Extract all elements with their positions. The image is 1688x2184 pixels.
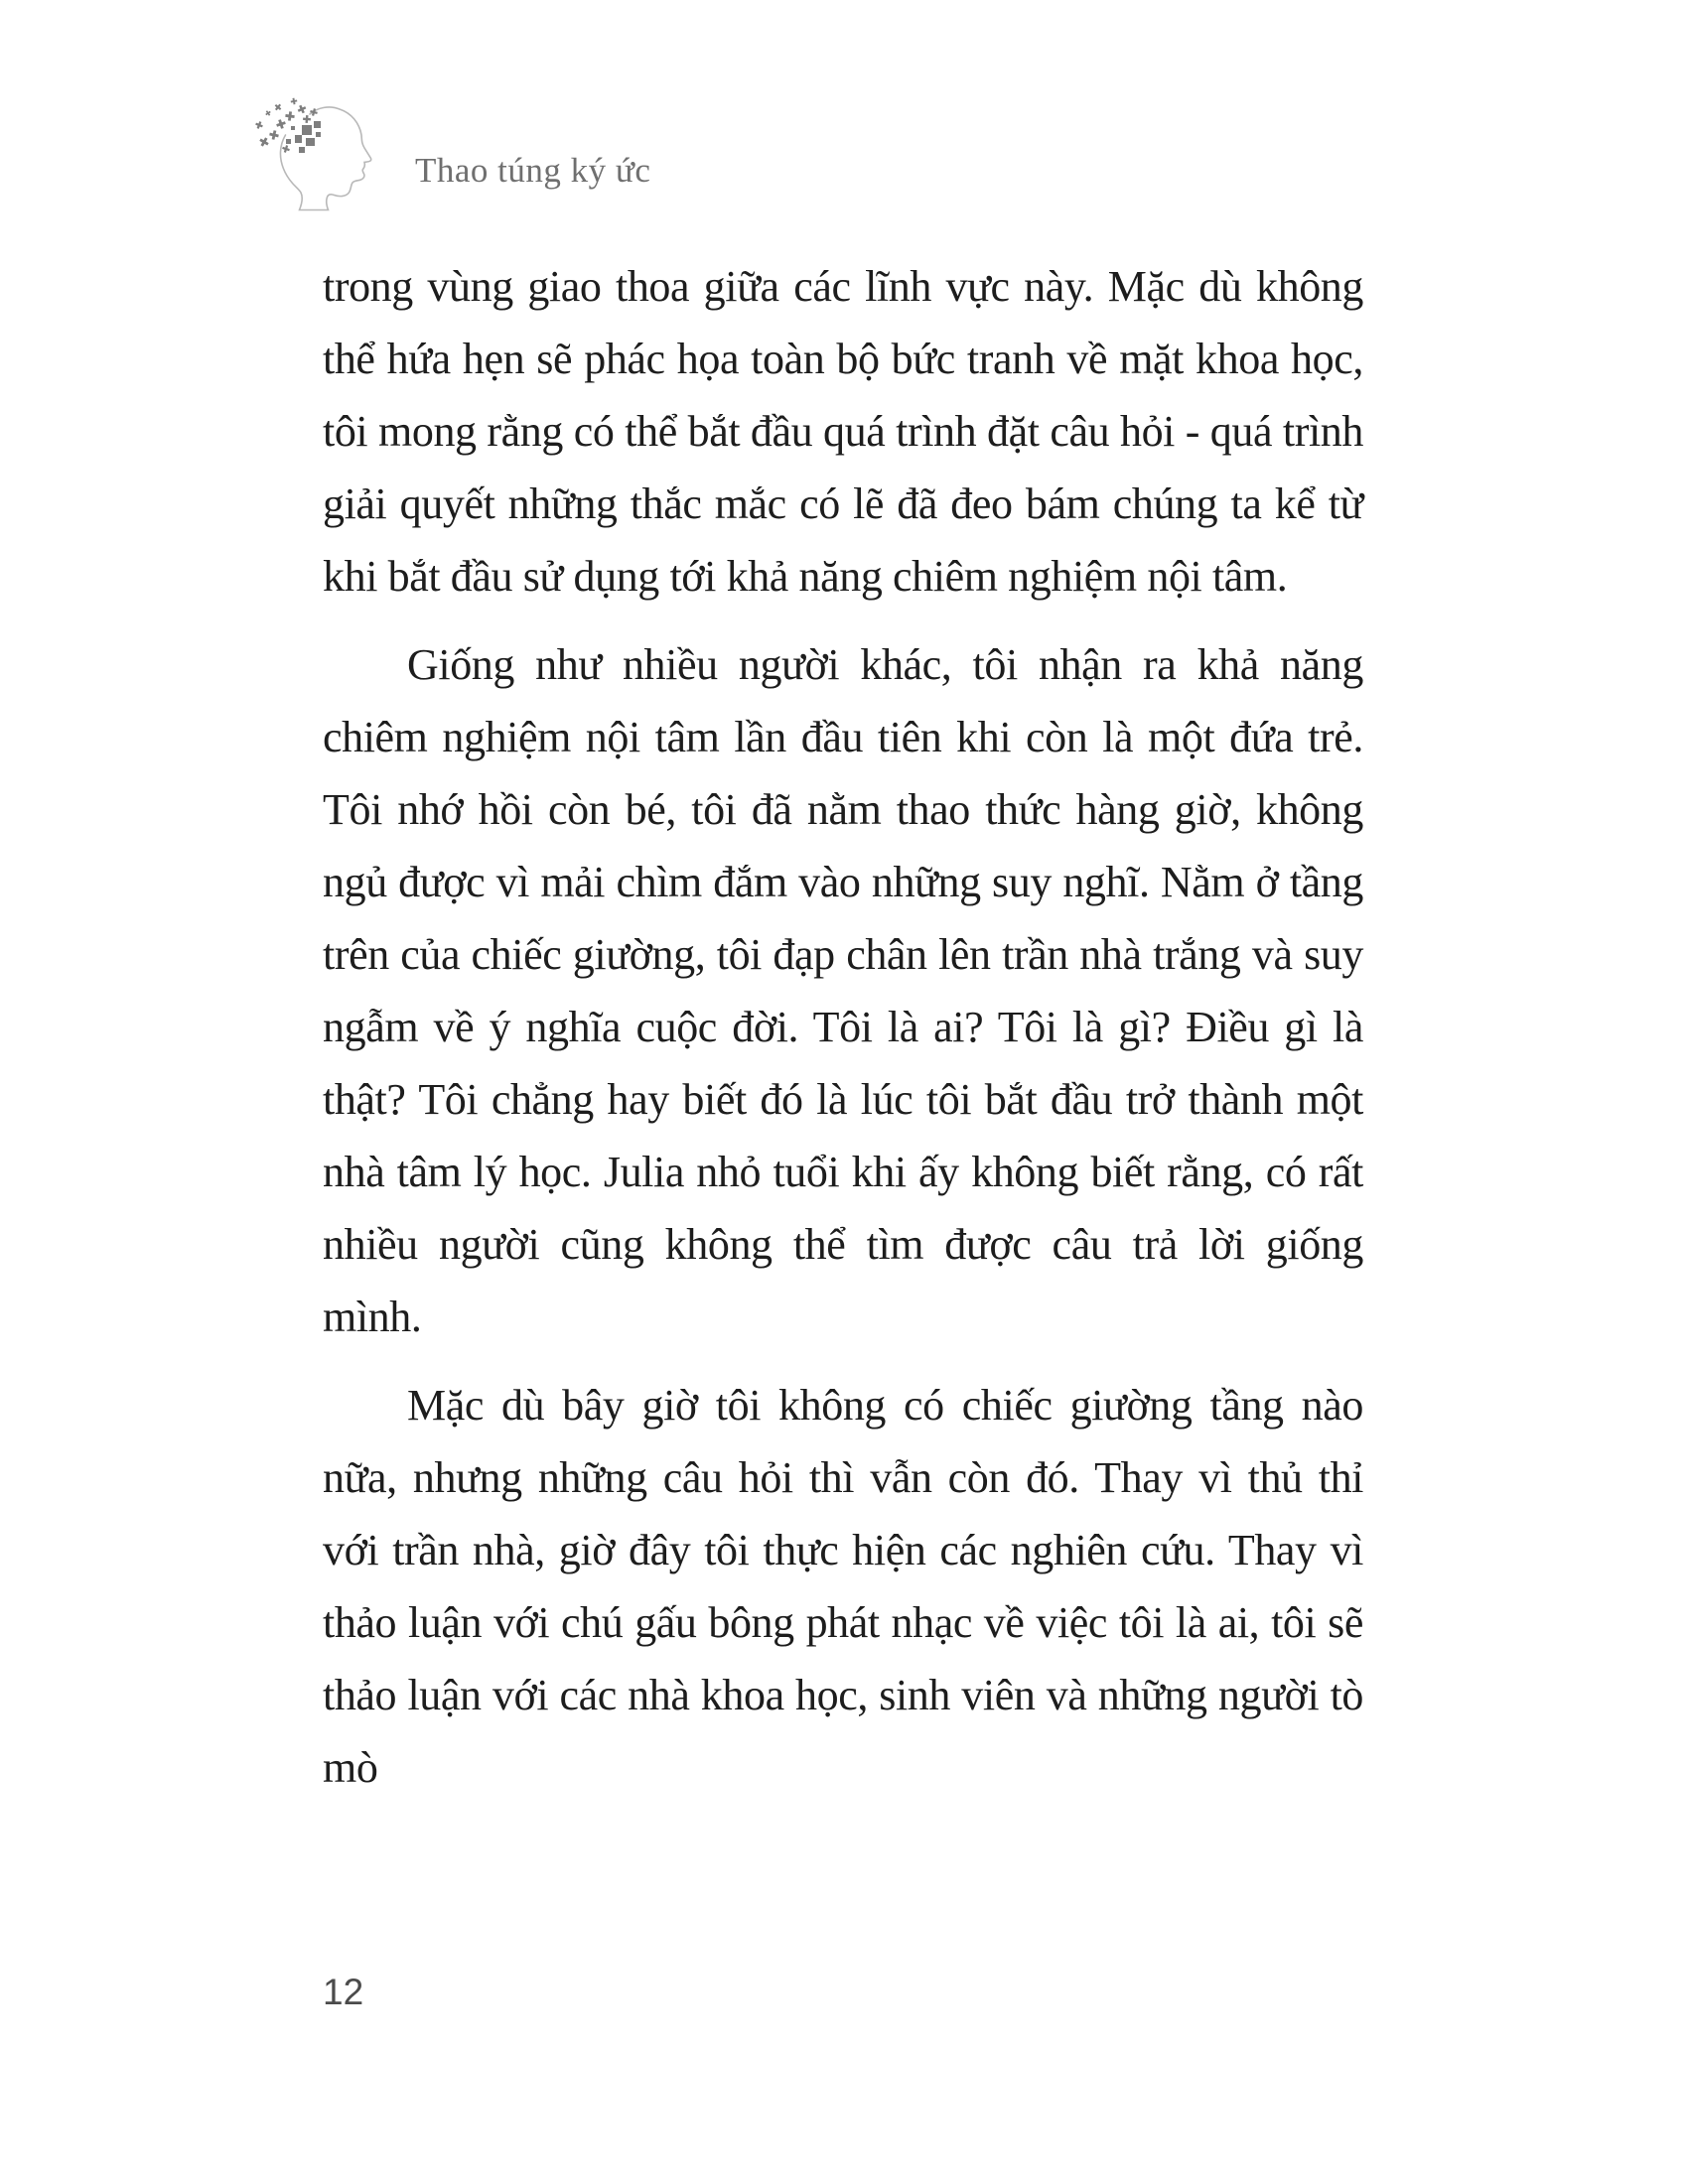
paragraph-1: trong vùng giao thoa giữa các lĩnh vực này. Mặc dù không thể hứa hẹn sẽ phác họa toàn bộ bức tranh về mặt khoa học, tôi mong rằng có thể bắt đầu quá trình đặt câu hỏi - quá trình giải quyết những thắc mắc có lẽ đã đeo bám chúng ta kể từ khi bắt đầu sử dụng tới khả năng chiêm nghiệm nội tâm. bbox=[323, 262, 1363, 601]
paragraph-3: Mặc dù bây giờ tôi không có chiếc giường tầng nào nữa, nhưng những câu hỏi thì vẫn còn đó. Thay vì thủ thỉ với trần nhà, giờ đây tôi thực hiện các nghiên cứu. Thay vì thảo luận với chú gấu bông phát nhạc về việc tôi là ai, tôi sẽ thảo luận với các nhà khoa học, sinh viên và những người tò mò bbox=[323, 1381, 1363, 1792]
page-number: 12 bbox=[323, 1972, 364, 2012]
paragraph-2: Giống như nhiều người khác, tôi nhận ra khả năng chiêm nghiệm nội tâm lần đầu tiên khi còn là một đứa trẻ. Tôi nhớ hồi còn bé, tôi đã nằm thao thức hàng giờ, không ngủ được vì mải chìm đắm vào những suy nghĩ. Nằm ở tầng trên của chiếc giường, tôi đạp chân lên trần nhà trắng và suy ngẫm về ý nghĩa cuộc đời. Tôi là ai? Tôi là gì? Điều gì là thật? Tôi chẳng hay biết đó là lúc tôi bắt đầu trở thành một nhà tâm lý học. Julia nhỏ tuổi khi ấy không biết rằng, có rất nhiều người cũng không thể tìm được câu trả lời giống mình. bbox=[323, 640, 1363, 1341]
dissolving-head-logo-icon bbox=[250, 95, 389, 212]
body-text-block bbox=[323, 250, 1363, 1820]
page-header bbox=[250, 95, 650, 212]
running-header-title: Thao túng ký ức bbox=[415, 151, 651, 190]
